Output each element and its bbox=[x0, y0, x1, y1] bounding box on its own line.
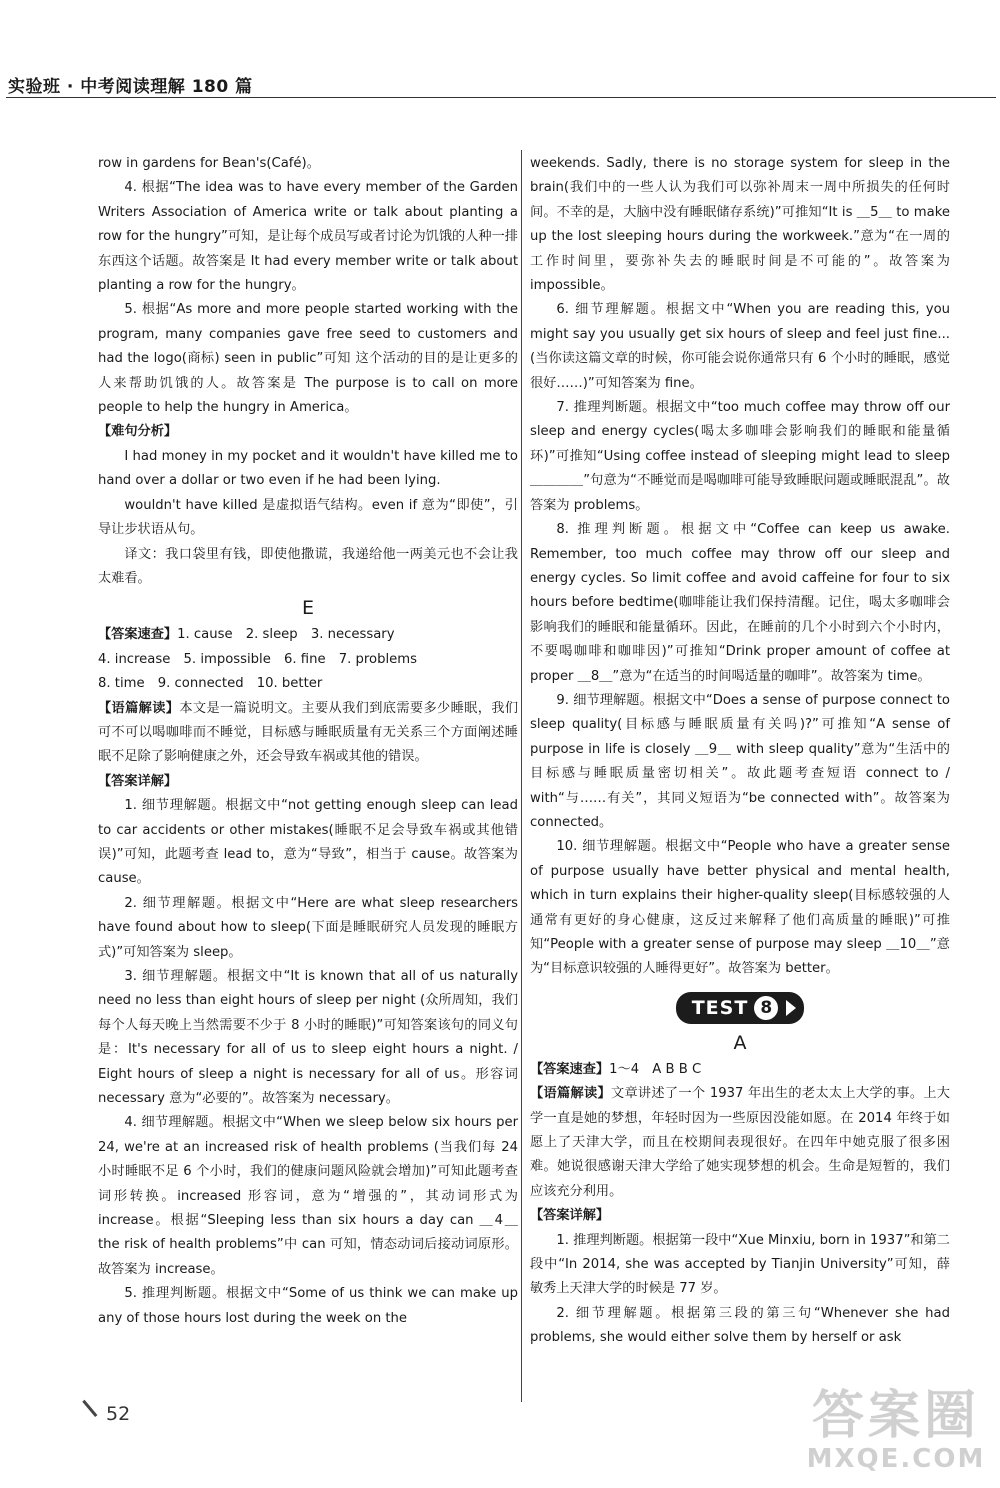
test-number: 8 bbox=[754, 996, 778, 1020]
left-paragraph: row in gardens for Bean's(Café)。 bbox=[98, 156, 320, 171]
page-number: 52 bbox=[106, 1403, 131, 1425]
answer-key-line-2: 4. increase 5. impossible 6. fine 7. problems bbox=[98, 651, 417, 667]
explanation-a-2: 2. 细节理解题。根据第三段的第三句“Whenever she had problems, she would either solve them by herself or ask bbox=[530, 1305, 950, 1346]
section-heading-e: E bbox=[301, 597, 314, 620]
page-header-title: 实验班 · 中考阅读理解 180 篇 bbox=[8, 77, 253, 97]
passage-analysis: 本文是一篇说明文。主要从我们到底需要多少睡眠，我们可不可以喝咖啡而不睡觉，目标感与睡眠质量有无关系三个方面阐述睡眠不足除了影响健康之外，还会导致车祸或其他的错误。 bbox=[98, 700, 519, 765]
answer-key: 1～4 A B B C bbox=[609, 1061, 702, 1077]
answer-key-line-3: 8. time 9. connected 10. better bbox=[98, 676, 323, 692]
answer-detail-4: 4. 根据“The idea was to have every member of the Garden Writers Association of America write or talk about planting a row for the hungry”可知，是让每个成员写或者讨论为饥饿的人种一排东西这个话题。故答案是 It had every member write or talk about planting a row for the hungry。 bbox=[98, 180, 518, 294]
passage-analysis-heading: 【语篇解读】 bbox=[530, 1086, 611, 1102]
play-arrow-icon bbox=[786, 1000, 796, 1016]
passage-analysis: 文章讲述了一个 1937 年出生的老太太上大学的事。上大学一直是她的梦想，年轻时因为一些原因没能如愿。在 2014 年终于如愿上了天津大学，而且在校期间表现很好。在四年中她克服了很多困难。她说很感谢天津大学给了她实现梦想的机会。生命是短暂的，我们应该充分利用。 bbox=[530, 1086, 950, 1199]
explanation-a-1: 1. 推理判断题。根据第一段中“Xue Minxiu, born in 1937”和第二段中“In 2014, she was accepted by Tianjin University”可知，薛敏秀上天津大学的时候是 77 岁。 bbox=[530, 1232, 950, 1297]
explanation-8: 8. 推理判断题。根据文中“Coffee can keep us awake. Remember, too much coffee may throw off our sleep and energy cycles. So limit coffee and avoid caffeine for four to six hours before bedtime(咖啡能让我们保持清醒。记住，喝太多咖啡会影响我们的睡眠和能量循环。因此，在睡前的几个小时到六个小时内，不要喝咖啡和咖啡因)”可推知“Drink proper amount of coffee at proper ＿8＿”意为“在适当的时间喝适量的咖啡”。故答案为 time。 bbox=[530, 522, 950, 684]
explanation-4: 4. 细节理解题。根据文中“When we sleep below six hours per 24, we're at an increased risk of health problems (当我们每 24 小时睡眠不足 6 个小时，我们的健康问题风险就会增加)”可知此题考查词形转换。increased 形容词，意为“增强的”，其动词形式为 increase。根据“Sleeping less than six hours a day can ＿4＿ the risk of health problems”中 can 可知，情态动词后接动词原形。故答案为 increase。 bbox=[98, 1115, 518, 1277]
test-label: TEST bbox=[691, 996, 749, 1019]
difficult-sentence-analysis: wouldn't have killed 是虚拟语气结构。even if 意为“即使”，引导让步状语从句。 bbox=[98, 497, 518, 538]
answer-key-heading: 【答案速查】 bbox=[530, 1061, 610, 1077]
explanation-5-continued: weekends. Sadly, there is no storage system for sleep in the brain(我们中的一些人认为我们可以弥补周末一周中所损失的任何时间。不幸的是，大脑中没有睡眠储存系统)”可推知“It is ＿5＿ to make up the lost sleeping hours during the workweek.”意为“在一周的工作时间里，要弥补失去的睡眠时间是不可能的”。故答案为 impossible。 bbox=[530, 156, 950, 294]
answer-key-line-1: 1. cause 2. sleep 3. necessary bbox=[177, 627, 395, 643]
difficult-sentence-heading: 【难句分析】 bbox=[98, 424, 178, 440]
header-rule bbox=[6, 97, 996, 98]
watermark-url: MXQE.COM bbox=[806, 1444, 986, 1474]
passage-analysis-heading: 【语篇解读】 bbox=[98, 700, 180, 716]
left-column bbox=[98, 152, 518, 1331]
watermark bbox=[806, 1388, 986, 1474]
test-banner bbox=[530, 992, 950, 1024]
section-heading-a: A bbox=[733, 1031, 747, 1054]
explanation-2: 2. 细节理解题。根据文中“Here are what sleep researchers have found about how to sleep(下面是睡眠研究人员发现的睡眠方式)”可知答案为 sleep。 bbox=[98, 895, 518, 960]
answer-key-heading: 【答案速查】 bbox=[98, 627, 178, 643]
difficult-sentence-translation: 译文：我口袋里有钱，即使他撒谎，我递给他一两美元也不会让我太难看。 bbox=[98, 546, 518, 586]
column-divider bbox=[521, 150, 522, 1402]
answer-explanation-heading: 【答案详解】 bbox=[530, 1208, 610, 1224]
explanation-6: 6. 细节理解题。根据文中“When you are reading this, you might say you usually get six hours of sleep and feel just fine...(当你读这篇文章的时候，你可能会说你通常只有 6 个小时的睡眠，感觉很好……)”可知答案为 fine。 bbox=[530, 302, 950, 391]
test-badge bbox=[676, 992, 805, 1024]
right-column bbox=[530, 152, 950, 1351]
difficult-sentence: I had money in my pocket and it wouldn't have killed me to hand over a dollar or two even if he had been lying. bbox=[98, 448, 518, 489]
explanation-7: 7. 推理判断题。根据文中“too much coffee may throw off our sleep and energy cycles(喝太多咖啡会影响我们的睡眠和能量循环)”可推知“Using coffee instead of sleeping might lead to sleep ＿＿＿＿”句意为“不睡觉而是喝咖啡可能导致睡眠问题或睡眠混乱”。故答案为 problems。 bbox=[530, 400, 950, 513]
answer-detail-5: 5. 根据“As more and more people started working with the program, many companies gave free seed to customers and had the logo(商标) seen in public”可知 这个活动的目的是让更多的人来帮助饥饿的人。故答案是 The purpose is to call on more people to help the hungry in America。 bbox=[98, 302, 518, 416]
explanation-1: 1. 细节理解题。根据文中“not getting enough sleep can lead to car accidents or other mistakes(睡眠不足会导致车祸或其他错误)”可知，此题考查 lead to，意为“导致”，相当于 cause。故答案为 cause。 bbox=[98, 798, 518, 887]
explanation-5: 5. 推理判断题。根据文中“Some of us think we can make up any of those hours lost during the week on the bbox=[98, 1286, 518, 1326]
answer-explanation-heading: 【答案详解】 bbox=[98, 773, 178, 789]
watermark-logo-text: 答案圈 bbox=[811, 1386, 980, 1446]
explanation-9: 9. 细节理解题。根据文中“Does a sense of purpose connect to sleep quality(目标感与睡眠质量有关吗)?”可推知“A sense of purpose in life is closely ＿9＿ with sleep quality”意为“生活中的目标感与睡眠质量密切相关”。故此题考查短语 connect to / with“与……有关”，其同义短语为“be connected with”。故答案为 connected。 bbox=[530, 692, 950, 830]
explanation-10: 10. 细节理解题。根据文中“People who have a greater sense of purpose usually have better physical and mental health, which in turn explains their higher-quality sleep(目标感较强的人通常有更好的身心健康，这反过来解释了他们高质量的睡眠)”可推知“People with a greater sense of purpose may sleep ＿10＿”意为“目标意识较强的人睡得更好”。故答案为 better。 bbox=[530, 839, 950, 977]
explanation-3: 3. 细节理解题。根据文中“It is known that all of us naturally need no less than eight hours of sleep per night (众所周知，我们每个人每天晚上当然需要不少于 8 小时的睡眠)”可知答案该句的同义句是：It's necessary for all of us to sleep eight hours a night. / Eight hours of sleep a night is necessary for all of us。形容词 necessary 意为“必要的”。故答案为 necessary。 bbox=[98, 969, 518, 1107]
